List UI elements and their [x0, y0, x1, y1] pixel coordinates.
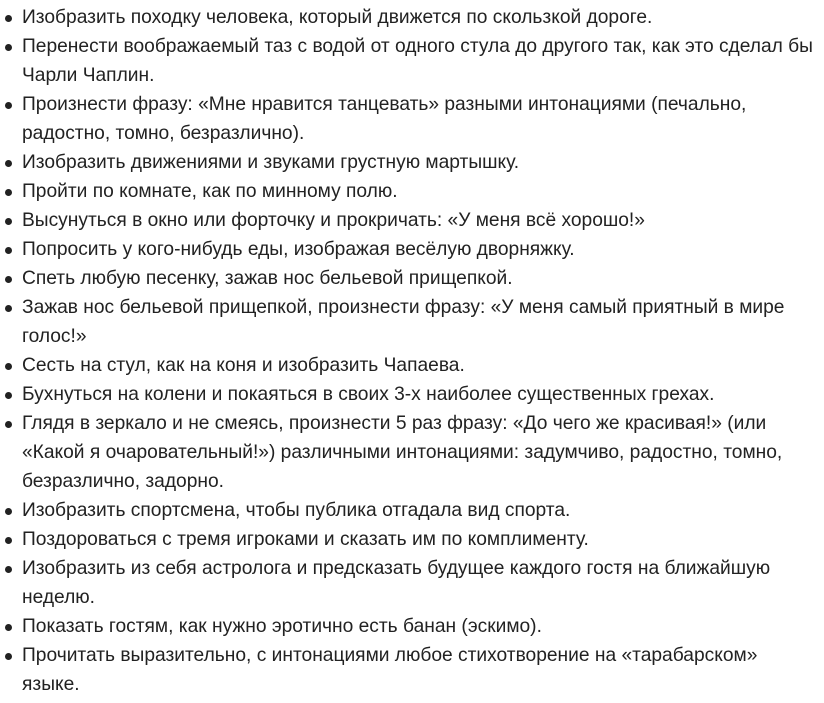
list-item-text: Показать гостям, как нужно эротично есть банан (эскимо).	[22, 616, 542, 637]
bullet-icon	[5, 102, 12, 109]
list-item-text: Изобразить движениями и звуками грустную мартышку.	[22, 152, 520, 173]
list-item	[0, 612, 824, 641]
bullet-icon	[5, 392, 12, 399]
bullet-icon	[5, 624, 12, 631]
list-item-text: Изобразить из себя астролога и предсказать будущее каждого гостя на ближайшую неделю.	[22, 558, 771, 608]
list-item-text: Пройти по комнате, как по минному полю.	[22, 181, 398, 202]
list-item-text: Поздороваться с тремя игроками и сказать им по комплименту.	[22, 529, 589, 550]
list-item-text: Бухнуться на колени и покаяться в своих 3-х наиболее существенных грехах.	[22, 384, 715, 405]
bullet-icon	[5, 218, 12, 225]
list-item	[0, 351, 824, 380]
list-item	[0, 235, 824, 264]
list-item-text: Зажав нос бельевой прищепкой, произнести фразу: «У меня самый приятный в мире голос!»	[22, 297, 785, 347]
list-item	[0, 409, 824, 496]
list-item	[0, 32, 824, 90]
list-item	[0, 641, 824, 699]
bullet-icon	[5, 189, 12, 196]
bullet-icon	[5, 276, 12, 283]
list-item-text: Высунуться в окно или форточку и прокричать: «У меня всё хорошо!»	[22, 210, 645, 231]
bullet-icon	[5, 653, 12, 660]
bullet-icon	[5, 305, 12, 312]
list-item	[0, 148, 824, 177]
bullet-icon	[5, 160, 12, 167]
list-item	[0, 380, 824, 409]
list-item	[0, 525, 824, 554]
list-item-text: Попросить у кого-нибудь еды, изображая весёлую дворняжку.	[22, 239, 575, 260]
bullet-icon	[5, 566, 12, 573]
list-item-text: Глядя в зеркало и не смеясь, произнести 5 раз фразу: «До чего же красивая!» (или «Какой я очаровательный!») различными интонациями: задумчиво, радостно, томно, безразлично, задорно.	[22, 413, 783, 492]
bullet-icon	[5, 421, 12, 428]
list-item	[0, 177, 824, 206]
list-item-text: Изобразить походку человека, который движется по скользкой дороге.	[22, 7, 653, 28]
bullet-icon	[5, 363, 12, 370]
list-item	[0, 554, 824, 612]
bullet-icon	[5, 508, 12, 515]
list-item-text: Сесть на стул, как на коня и изобразить Чапаева.	[22, 355, 465, 376]
list-item	[0, 496, 824, 525]
list-item-text: Прочитать выразительно, с интонациями любое стихотворение на «тарабарском» языке.	[22, 645, 758, 695]
list-item-text: Произнести фразу: «Мне нравится танцевать» разными интонациями (печально, радостно, томно, безразлично).	[22, 94, 747, 144]
list-item	[0, 264, 824, 293]
bullet-icon	[5, 44, 12, 51]
bullet-icon	[5, 15, 12, 22]
bullet-icon	[5, 537, 12, 544]
bullet-icon	[5, 247, 12, 254]
list-item-text: Перенести воображаемый таз с водой от одного стула до другого так, как это сделал бы Чарли Чаплин.	[22, 36, 813, 86]
list-item	[0, 293, 824, 351]
list-item	[0, 90, 824, 148]
list-item	[0, 3, 824, 32]
list-item	[0, 206, 824, 235]
list-item-text: Изобразить спортсмена, чтобы публика отгадала вид спорта.	[22, 500, 571, 521]
list-item-text: Спеть любую песенку, зажав нос бельевой прищепкой.	[22, 268, 513, 289]
